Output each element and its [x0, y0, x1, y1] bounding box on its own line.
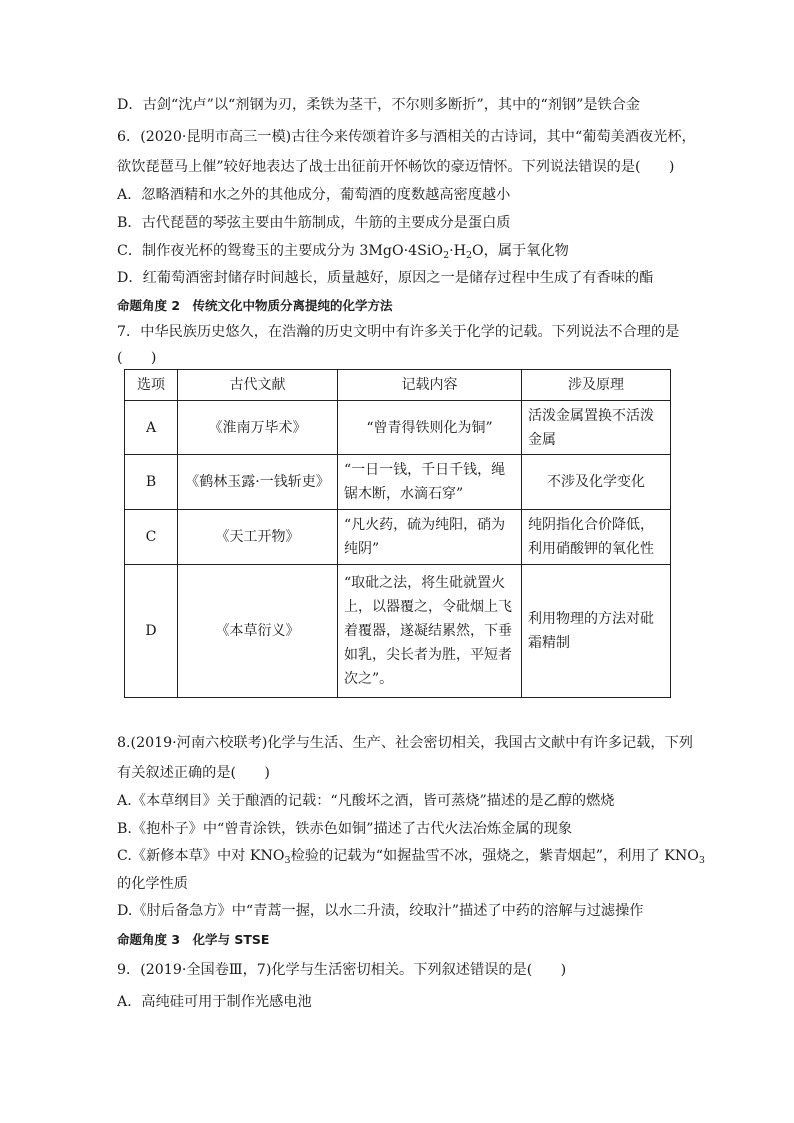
section-heading-3: 命题角度 3 化学与 STSE [117, 932, 270, 947]
q5-option-d: D．古剑“沈卢”以“剂钢为刃，柔铁为茎干，不尔则多断折”，其中的“剂钢”是铁合金 [117, 97, 641, 113]
subscript: 3 [698, 855, 705, 866]
cell-source: 《天工开物》 [178, 510, 338, 565]
table-row [125, 455, 671, 510]
cell-source: 《淮南万毕术》 [178, 401, 338, 455]
q8-option-c-text: 检验的记载为“如握盐雪不冰，强烧之，紫青烟起”，利用了 KNO [290, 848, 699, 864]
cell-content: “凡火药，硫为纯阳，硝为纯阴” [338, 510, 522, 565]
cell-content: “一日一钱，千日千钱，绳锯木断，水滴石穿” [338, 455, 522, 510]
cell-principle: 纯阴指化合价降低，利用硝酸钾的氧化性 [522, 510, 671, 565]
cell-option: A [125, 401, 178, 455]
table-header-row [125, 370, 671, 401]
cell-option: D [125, 565, 178, 698]
q7-table [124, 369, 671, 698]
header-content: 记载内容 [338, 370, 522, 401]
q8-option-b: B.《抱朴子》中“曾青涂铁，铁赤色如铜”描述了古代火法冶炼金属的现象 [117, 821, 573, 837]
subscript: 3 [284, 855, 291, 866]
q8-option-a: A.《本草纲目》关于酿酒的记载：“凡酸坏之酒，皆可蒸烧”描述的是乙醇的燃烧 [117, 793, 615, 809]
table-row [125, 565, 671, 698]
header-option: 选项 [125, 370, 178, 401]
q8-option-d: D.《肘后备急方》中“青蒿一握，以水二升渍，绞取汁”描述了中药的溶解与过滤操作 [117, 903, 644, 919]
header-source: 古代文献 [178, 370, 338, 401]
q6-option-a: A．忽略酒精和水之外的其他成分，葡萄酒的度数越高密度越小 [117, 187, 511, 203]
q6-option-c [117, 241, 569, 261]
q6-option-d: D．红葡萄酒密封储存时间越长，质量越好，原因之一是储存过程中生成了有香味的酯 [117, 270, 654, 286]
q9-option-a: A．高纯硅可用于制作光感电池 [117, 994, 312, 1010]
q8-option-c [117, 846, 705, 866]
q6-option-c-text: C．制作夜光杯的鸳鸯玉的主要成分为 3MgO·4SiO [117, 243, 444, 259]
q8-option-c-text: C.《新修本草》中对 KNO [117, 848, 285, 864]
cell-principle: 利用物理的方法对砒霜精制 [522, 565, 671, 698]
q6-option-b: B．古代琵琶的琴弦主要由牛筋制成，牛筋的主要成分是蛋白质 [117, 215, 511, 231]
header-principle: 涉及原理 [522, 370, 671, 401]
q6-option-c-text: O，属于氧化物 [472, 243, 569, 259]
cell-principle: 不涉及化学变化 [522, 455, 671, 510]
q8-stem-line-2: 有关叙述正确的是( ) [117, 765, 270, 781]
table-row [125, 401, 671, 455]
q7-stem-line-2: ( ) [117, 350, 157, 366]
cell-option: C [125, 510, 178, 565]
section-heading-2: 命题角度 2 传统文化中物质分离提纯的化学方法 [117, 298, 393, 313]
cell-principle: 活泼金属置换不活泼金属 [522, 401, 671, 455]
q7-stem-line-1: 7．中华民族历史悠久，在浩瀚的历史文明中有许多关于化学的记载。下列说法不合理的是 [117, 324, 680, 340]
subscript: 2 [443, 250, 450, 261]
q8-stem-line-1: 8.(2019·河南六校联考)化学与生活、生产、社会密切相关，我国古文献中有许多记载，下列 [117, 735, 693, 751]
q6-option-c-text: ·H [449, 243, 466, 259]
cell-option: B [125, 455, 178, 510]
table-row [125, 510, 671, 565]
q9-stem: 9．(2019·全国卷Ⅲ，7)化学与生活密切相关。下列叙述错误的是( ) [117, 962, 567, 978]
cell-content: “取砒之法，将生砒就置火上，以器覆之，令砒烟上飞着覆器，遂凝结累然，下垂如乳，尖长者为胜，平短者次之”。 [338, 565, 522, 698]
cell-content: “曾青得铁则化为铜” [338, 401, 522, 455]
q6-stem-line-1: 6．(2020·昆明市高三一模)古往今来传颂着许多与酒相关的古诗词，其中“葡萄美酒夜光杯， [117, 129, 696, 145]
q6-stem-line-2: 欲饮琵琶马上催”较好地表达了战士出征前开怀畅饮的豪迈情怀。下列说法错误的是( ) [117, 159, 675, 175]
cell-source: 《鹤林玉露·一钱斩吏》 [178, 455, 338, 510]
subscript: 2 [466, 250, 473, 261]
cell-source: 《本草衍义》 [178, 565, 338, 698]
q8-option-c-line-2: 的化学性质 [117, 876, 188, 892]
